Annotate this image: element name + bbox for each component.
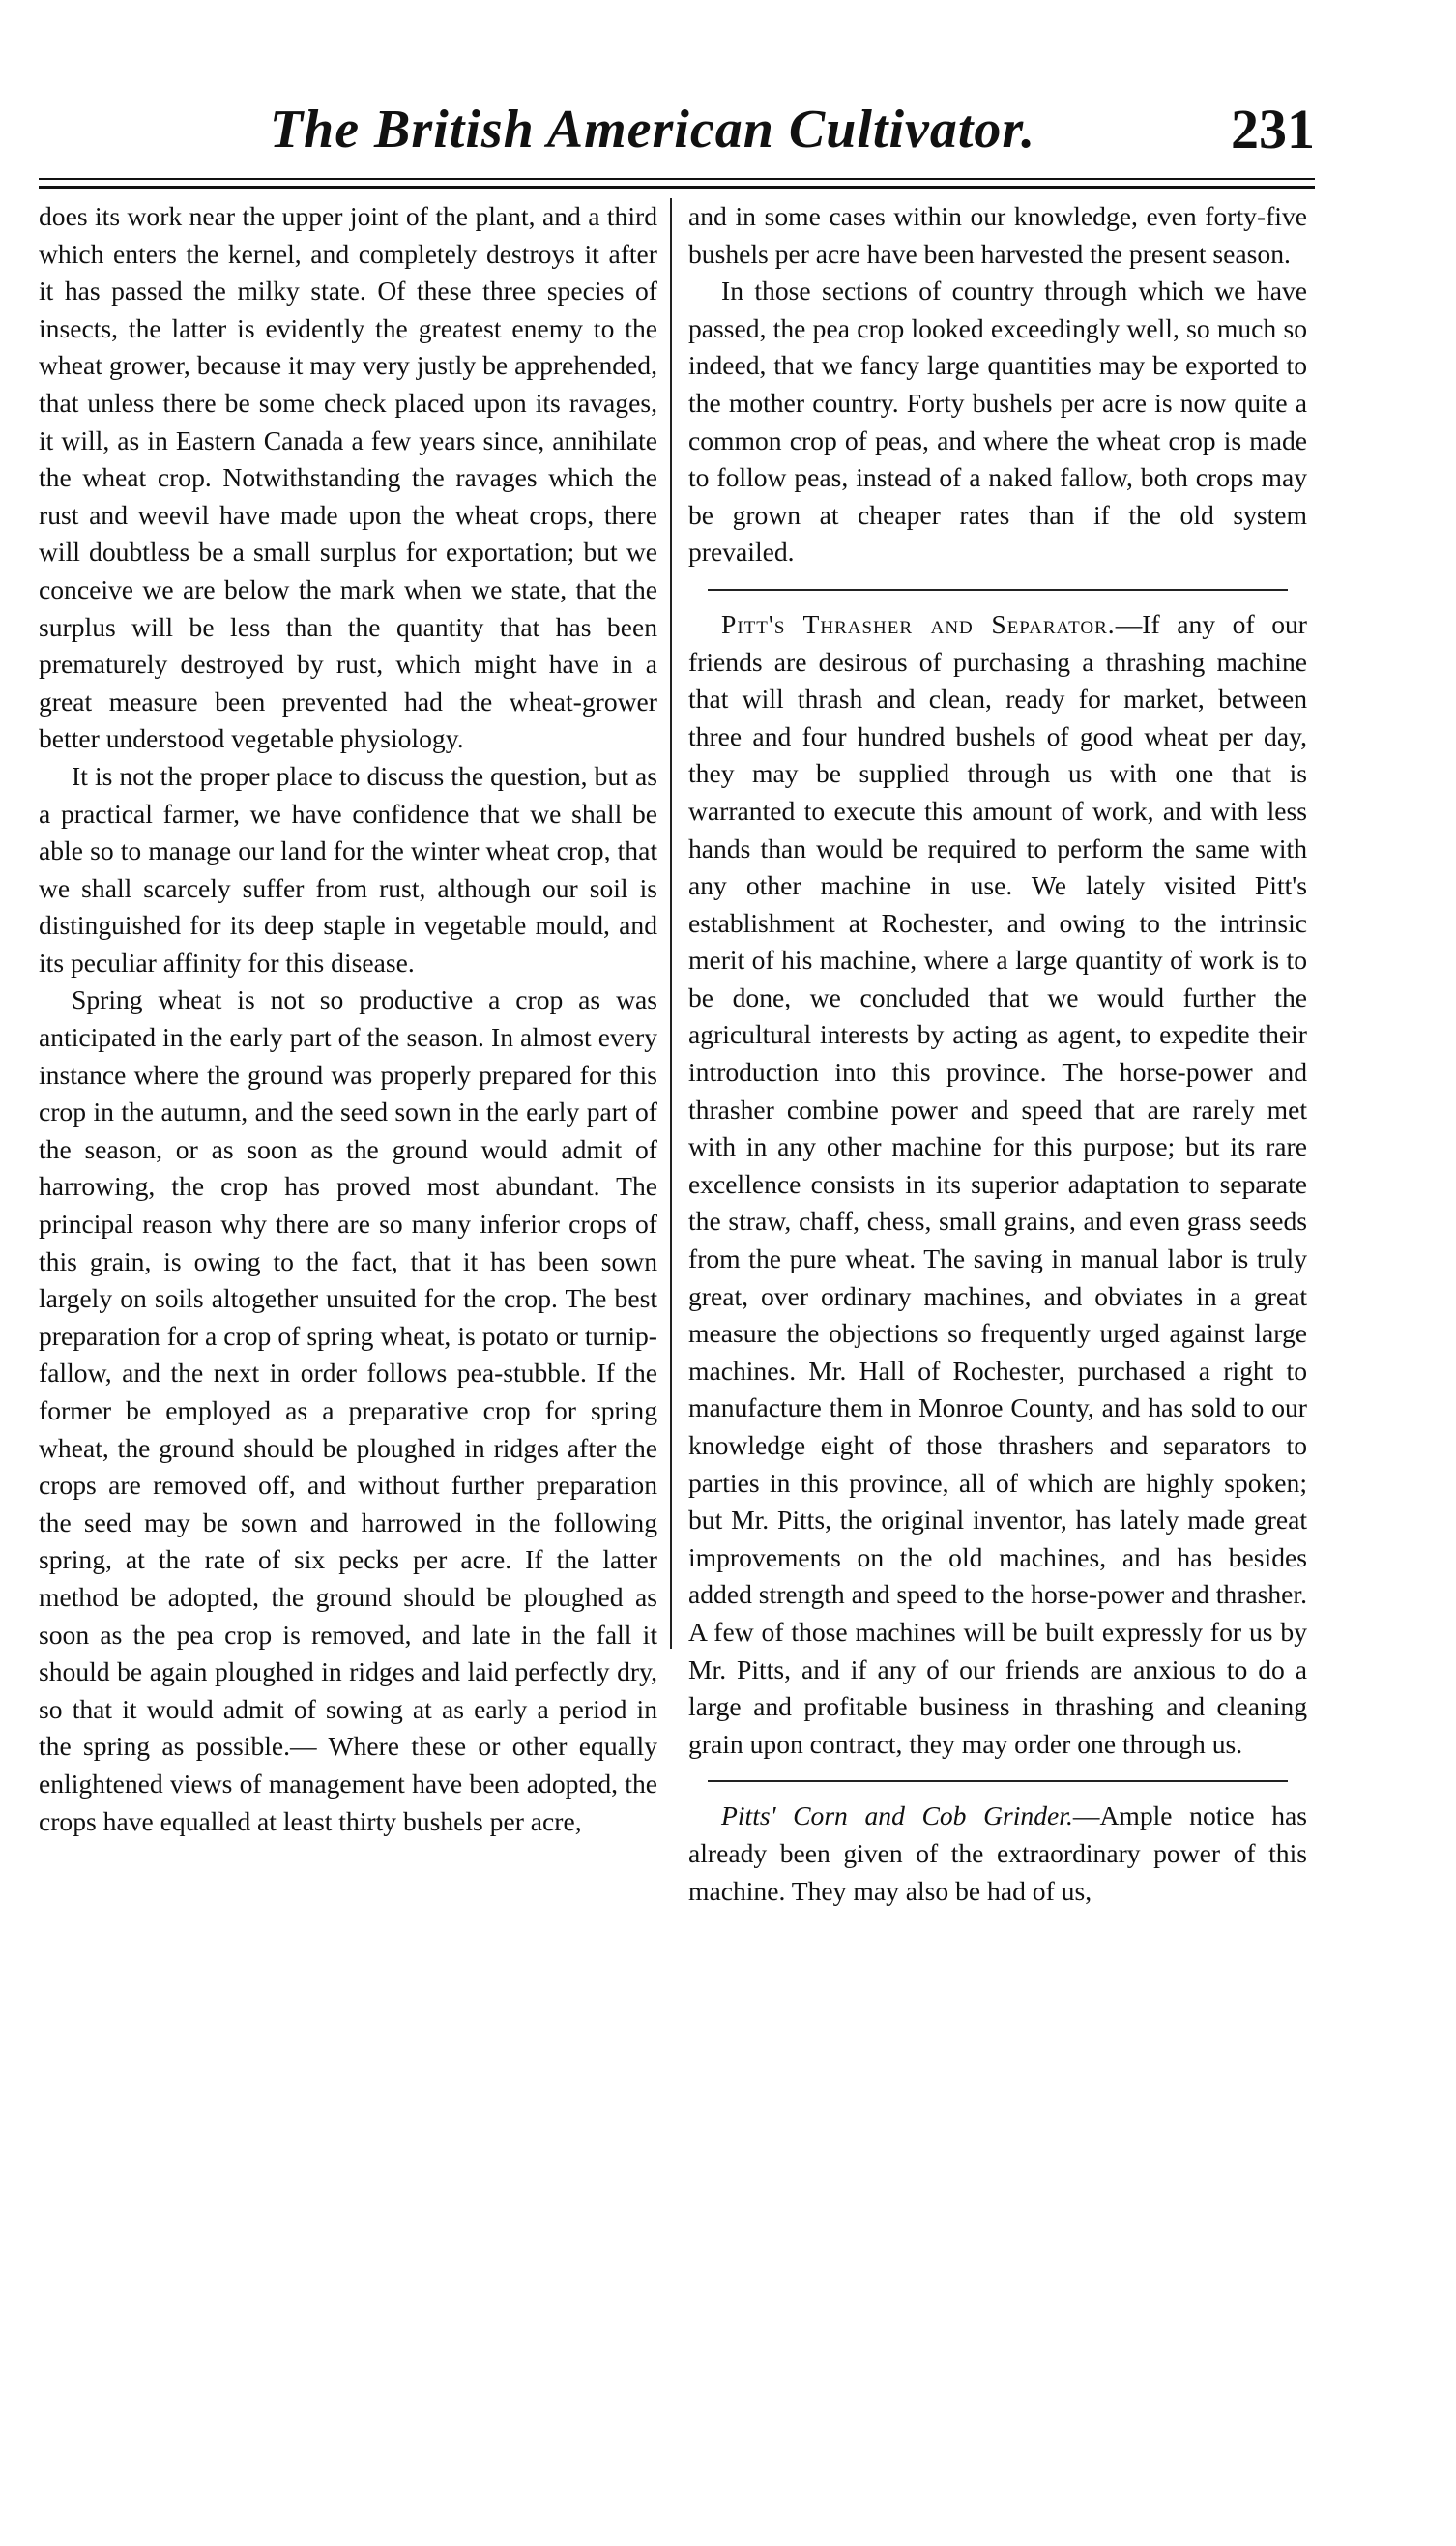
section-rule-2 xyxy=(708,1780,1288,1782)
column-divider xyxy=(670,198,672,1649)
left-column xyxy=(39,198,657,1840)
page-number: 231 xyxy=(1231,98,1315,161)
article-thrasher xyxy=(688,606,1307,1763)
article-thrasher-body: —If any of our friends are desirous of purchasing a thrashing machine that will thrash and clean, ready for market, between three and four hundred bushels of good wheat per day, they may be supplied through us with one that is warranted to execute this amount of work, and with less hands than would be required to perform the same with any other machine in use. We lately visited Pitt's establishment at Rochester, and owing to the intrinsic merit of his machine, where a large quantity of work is to be done, we concluded that we would further the agricultural interests by acting as agent, to expedite their introduction into this province. The horse-power and thrasher combine power and speed that are rarely met with in any other machine for this purpose; but its rare excellence consists in its superior adaptation to separate the straw, chaff, chess, small grains, and even grass seeds from the pure wheat. The saving in manual labor is truly great, over ordinary machines, and obviates in a great measure the objections so frequently urged against large machines. Mr. Hall of Rochester, purchased a right to manufacture them in Monroe County, and has sold to our knowledge eight of those thrashers and separators to parties in this province, all of which are highly spoken; but Mr. Pitts, the original inventor, has lately made great improvements on the old machines, and has besides added strength and speed to the horse-power and thrasher. A few of those machines will be built expressly for us by Mr. Pitts, and if any of our friends are anxious to do a large and profitable business in thrashing and cleaning grain upon contract, they may order one through us. xyxy=(688,608,1307,1759)
paragraph-spring-wheat: Spring wheat is not so productive a crop as was anticipated in the early part of the season. In almost every instance where the ground was properly prepared for this crop in the autumn, and the seed sown in the early part of the season, or as soon as the ground would admit of harrowing, the crop has proved most abundant. The principal reason why there are so many inferior crops of this grain, is owing to the fact, that it has been sown largely on soils altogether unsuited for the crop. The best preparation for a crop of spring wheat, is potato or turnip-fallow, and the next in order follows pea-stubble. If the former be employed as a preparative crop for spring wheat, the ground should be ploughed in ridges after the crops are removed off, and without further preparation the seed may be sown and harrowed in the following spring, at the rate of six pecks per acre. If the latter method be adopted, the ground should be ploughed as soon as the pea crop is removed, and late in the fall it should be again ploughed in ridges and laid perfectly dry, so that it would admit of sowing at as early a period in the spring as possible.— Where these or other equally enlightened views of management have been adopted, the crops have equalled at least thirty bushels per acre, xyxy=(39,984,657,1836)
section-rule xyxy=(708,589,1288,591)
running-title: The British American Cultivator. xyxy=(269,100,1036,160)
article-thrasher-heading: Pitt's Thrasher and Separator. xyxy=(721,608,1116,639)
paragraph-insects: does its work near the upper joint of the plant, and a third which enters the kernel, and completely destroys it after it has passed the milky state. Of these three species of insects, the latter is evidently the greatest enemy to the wheat grower, because it may very justly be apprehended, that unless there be some check placed upon its ravages, it will, as in Eastern Canada a few years since, annihilate the wheat crop. Notwithstanding the ravages which the rust and weevil have made upon the wheat crops, there will doubtless be a small surplus for exportation; but we conceive we are below the mark when we state, that the surplus will be less than the quantity that has been prematurely destroyed by rust, which might have in a great measure been prevented had the wheat-grower better understood vegetable physiology. xyxy=(39,201,657,754)
article-grinder-heading: Pitts' Corn and Cob Grinder. xyxy=(721,1800,1073,1831)
page-header xyxy=(39,89,1315,176)
article-grinder-body: —Ample notice has already been given of the extraordinary power of this machine. They may also be had of us, xyxy=(688,1800,1307,1906)
paragraph-pea-crop: In those sections of country through which we have passed, the pea crop looked exceedingly well, so much so indeed, that we fancy large quantities may be exported to the mother country. Forty bushels per acre is now quite a common crop of peas, and where the wheat crop is made to follow peas, instead of a naked fallow, both crops may be grown at cheaper rates than if the old system prevailed. xyxy=(688,276,1307,568)
header-rule-thick xyxy=(39,186,1315,189)
header-rule xyxy=(39,178,1315,180)
paragraph-rust: It is not the proper place to discuss the question, but as a practical farmer, we have confidence that we shall be able so to manage our land for the winter wheat crop, that we shall scarcely suffer from rust, although our soil is distinguished for its deep staple in vegetable mould, and its peculiar affinity for this disease. xyxy=(39,760,657,978)
paragraph-harvest: and in some cases within our knowledge, even forty-five bushels per acre have been harvested the present season. xyxy=(688,201,1307,269)
right-column xyxy=(688,198,1307,1910)
article-grinder xyxy=(688,1798,1307,1910)
